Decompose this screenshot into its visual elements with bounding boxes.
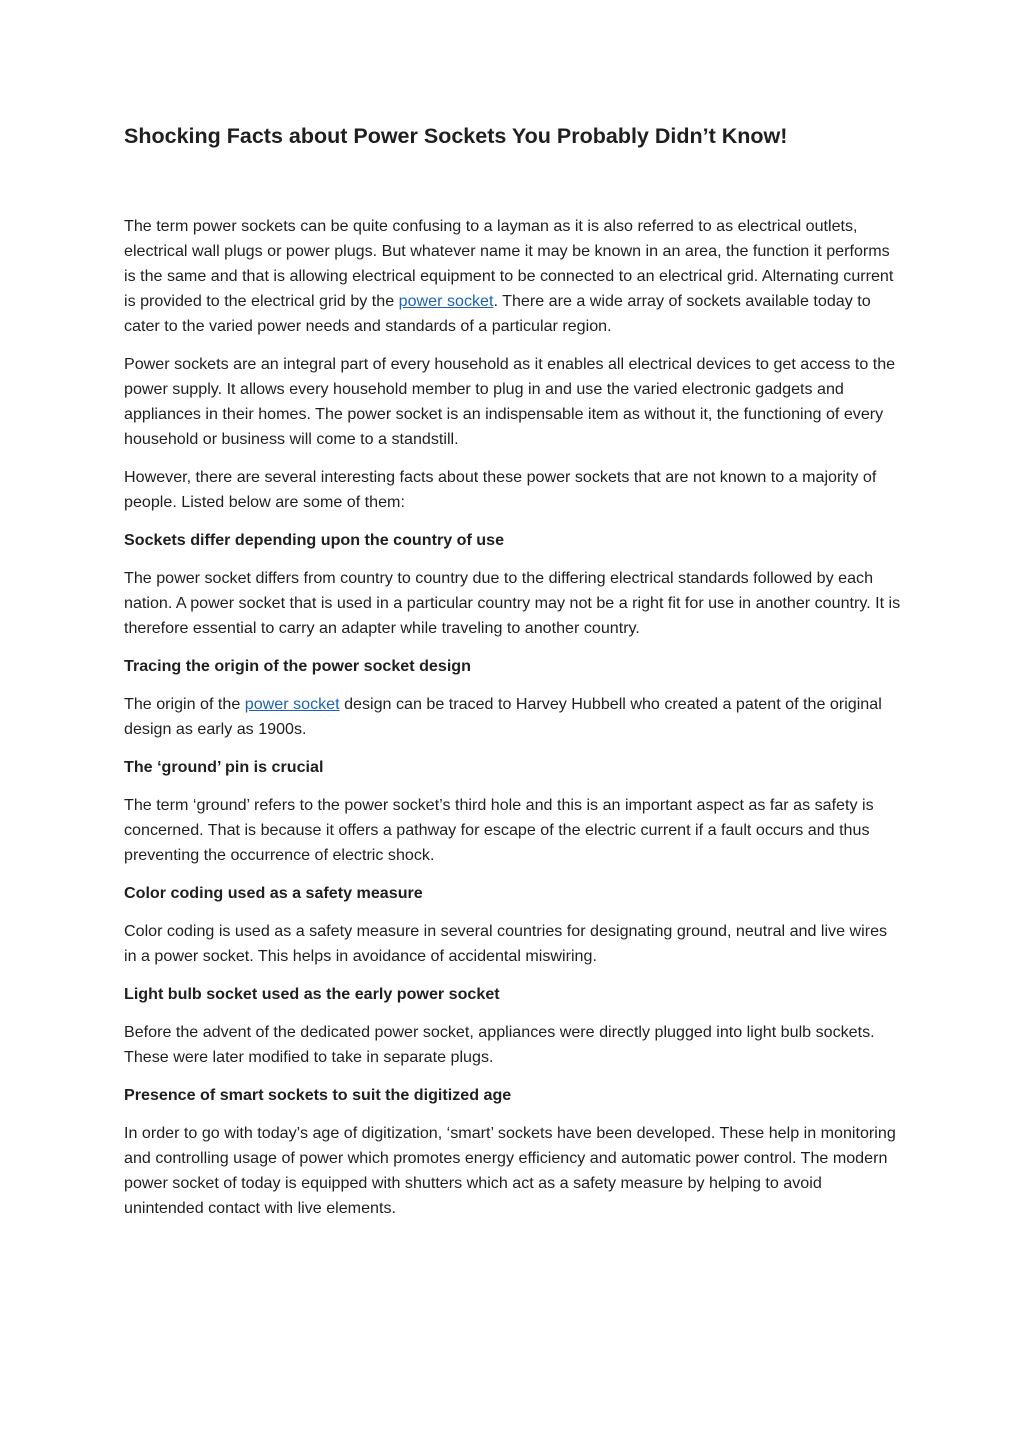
section-text-light-bulb: Before the advent of the dedicated power socket, appliances were directly plugged into light bulb sockets. These were later modified to take in separate plugs. bbox=[124, 1023, 875, 1066]
section-heading-color-coding: Color coding used as a safety measure bbox=[124, 884, 423, 902]
power-socket-link-1[interactable]: power socket bbox=[398, 292, 494, 310]
section-text-origin-after: design can be traced to Harvey Hubbell who created a patent of the original design as early as 1900s. bbox=[124, 695, 882, 738]
intro-paragraph-1 bbox=[124, 214, 904, 339]
intro-paragraph-3: However, there are several interesting facts about these power sockets that are not known to a majority of people. Listed below are some of them: bbox=[124, 468, 877, 511]
section-text-color-coding: Color coding is used as a safety measure in several countries for designating ground, neutral and live wires in a power socket. This helps in avoidance of accidental miswiring. bbox=[124, 922, 888, 965]
section-heading-origin: Tracing the origin of the power socket design bbox=[124, 657, 471, 675]
document-body bbox=[124, 214, 904, 1234]
section-heading-light-bulb: Light bulb socket used as the early power socket bbox=[124, 985, 500, 1003]
section-text-origin-before: The origin of the bbox=[124, 695, 245, 713]
intro-paragraph-1-text-after: . There are a wide array of sockets available today to cater to the varied power needs and standards of a particular region. bbox=[124, 292, 871, 335]
section-text-smart-sockets: In order to go with today’s age of digitization, ‘smart’ sockets have been developed. These help in monitoring and controlling usage of power which promotes energy efficiency and automatic power control. The modern power socket of today is equipped with shutters which act as a safety measure by helping to avoid unintended contact with live elements. bbox=[124, 1124, 896, 1217]
section-text-country: The power socket differs from country to country due to the differing electrical standards followed by each nation. A power socket that is used in a particular country may not be a right fit for use in another country. It is therefore essential to carry an adapter while traveling to another country. bbox=[124, 569, 901, 637]
section-heading-country: Sockets differ depending upon the country of use bbox=[124, 531, 505, 549]
section-text-origin bbox=[124, 692, 904, 742]
intro-paragraph-1-text-before: The term power sockets can be quite confusing to a layman as it is also referred to as electrical outlets, electrical wall plugs or power plugs. But whatever name it may be known in an area, the function it performs is the same and that is allowing electrical equipment to be connected to an electrical grid. Alternating current is provided to the electrical grid by the bbox=[124, 217, 894, 310]
section-text-ground: The term ‘ground’ refers to the power socket’s third hole and this is an important aspect as far as safety is concerned. That is because it offers a pathway for escape of the electric current if a fault occurs and thus preventing the occurrence of electric shock. bbox=[124, 796, 874, 864]
power-socket-link-2[interactable]: power socket bbox=[244, 695, 340, 713]
page-title: Shocking Facts about Power Sockets You Probably Didn’t Know! bbox=[124, 124, 788, 148]
intro-paragraph-2: Power sockets are an integral part of every household as it enables all electrical devices to get access to the power supply. It allows every household member to plug in and use the varied electronic gadgets and appliances in their homes. The power socket is an indispensable item as without it, the functioning of every household or business will come to a standstill. bbox=[124, 355, 896, 448]
section-heading-smart-sockets: Presence of smart sockets to suit the digitized age bbox=[124, 1086, 512, 1104]
section-heading-ground: The ‘ground’ pin is crucial bbox=[124, 758, 324, 776]
